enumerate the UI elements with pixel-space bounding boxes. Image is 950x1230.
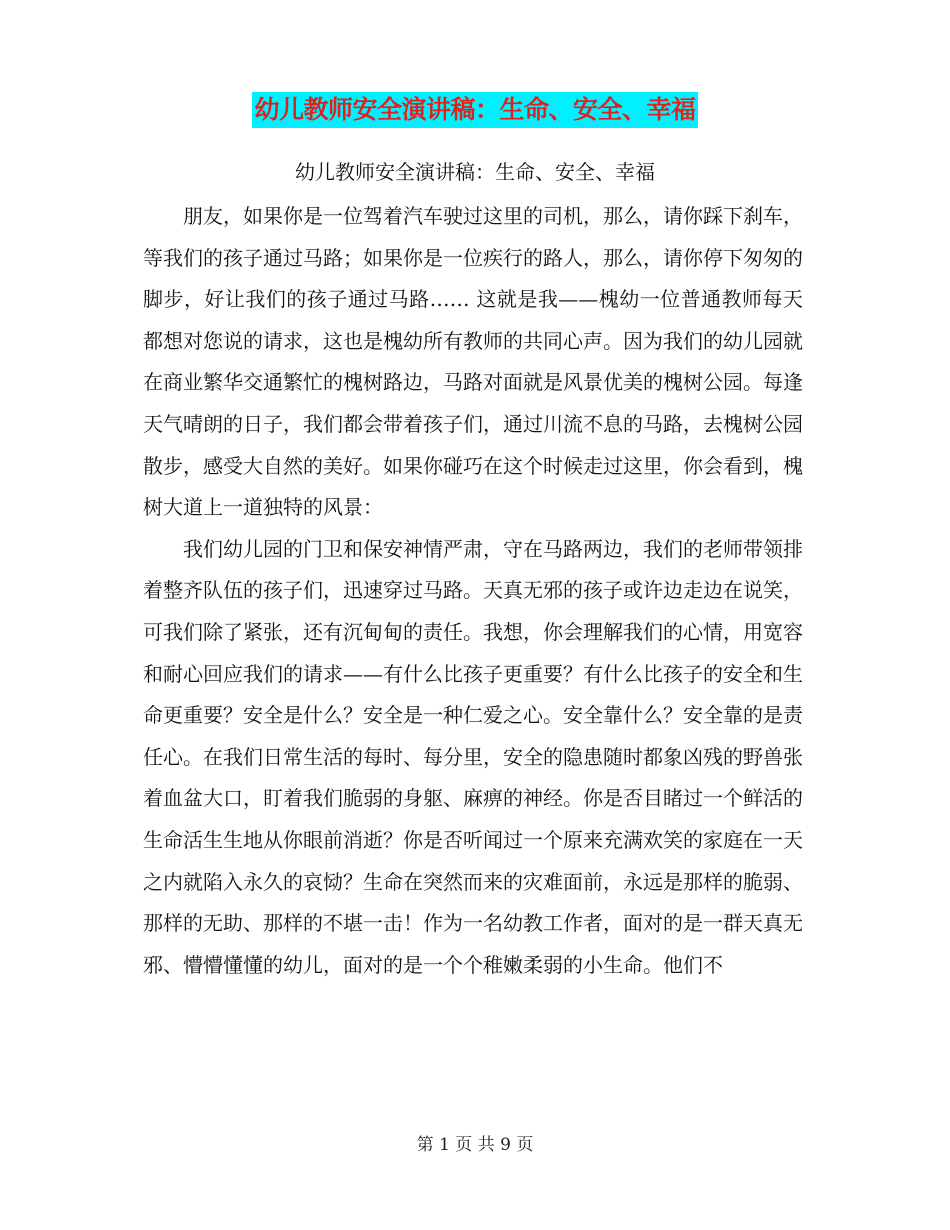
document-subtitle: 幼儿教师安全演讲稿：生命、安全、幸福 bbox=[295, 160, 655, 184]
paragraph-1: 朋友，如果你是一位驾着汽车驶过这里的司机，那么，请你踩下刹车，等我们的孩子通过马路；如果你是一位疾行的路人，那么，请你停下匆匆的脚步，好让我们的孩子通过马路…… 这就是我——槐幼一位普通教师每天都想对您说的请求，这也是槐幼所有教师的共同心声。因为我们的幼儿园就在商业繁华交通繁忙的槐树路边，马路对面就是风景优美的槐树公园。每逢天气晴朗的日子，我们都会带着孩子们，通过川流不息的马路，去槐树公园散步，感受大自然的美好。如果你碰巧在这个时候走过这里，你会看到，槐树大道上一道独特的风景： bbox=[143, 204, 803, 520]
header-title-container bbox=[0, 92, 950, 128]
page-footer: 第 1 页 共 9 页 bbox=[416, 1135, 534, 1155]
page-title: 幼儿教师安全演讲稿：生命、安全、幸福 bbox=[252, 92, 697, 128]
paragraph-2: 我们幼儿园的门卫和保安神情严肃，守在马路两边，我们的老师带领排着整齐队伍的孩子们，迅速穿过马路。天真无邪的孩子或许边走边在说笑，可我们除了紧张，还有沉甸甸的责任。我想，你会理解我们的心情，用宽容和耐心回应我们的请求——有什么比孩子更重要？有什么比孩子的安全和生命更重要？安全是什么？安全是一种仁爱之心。安全靠什么？安全靠的是责任心。在我们日常生活的每时、每分里，安全的隐患随时都象凶残的野兽张着血盆大口，盯着我们脆弱的身躯、麻痹的神经。你是否目睹过一个鲜活的生命活生生地从你眼前消逝？你是否听闻过一个原来充满欢笑的家庭在一天之内就陷入永久的哀恸？生命在突然而来的灾难面前，永远是那样的脆弱、那样的无助、那样的不堪一击！作为一名幼教工作者，面对的是一群天真无邪、懵懵懂懂的幼儿，面对的是一个个稚嫩柔弱的小生命。他们不 bbox=[143, 536, 803, 977]
document-body bbox=[143, 196, 803, 986]
